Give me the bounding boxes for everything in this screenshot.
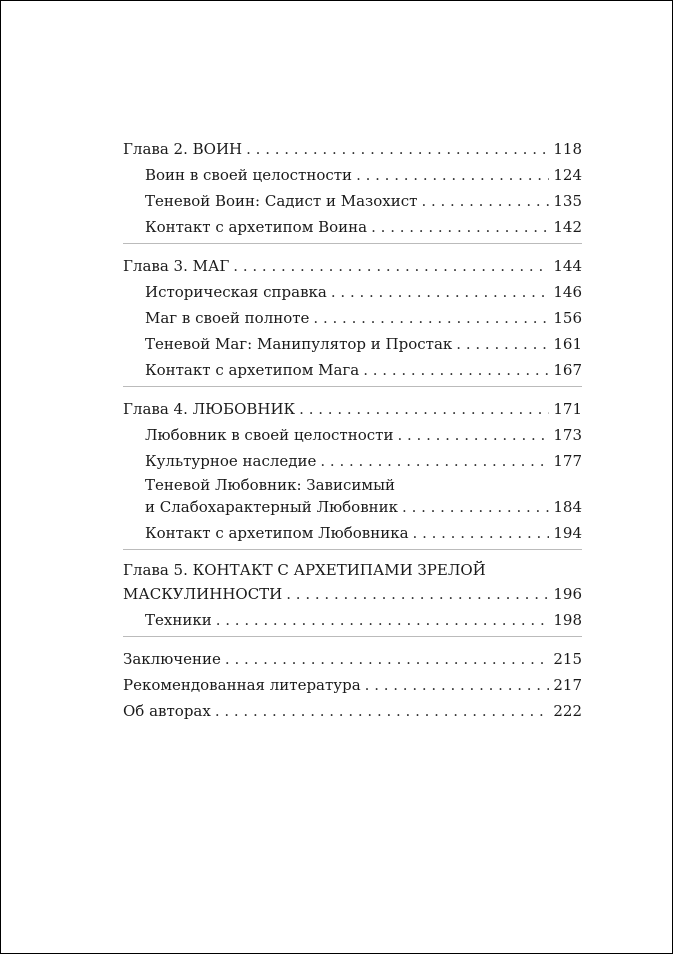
leader-dots <box>299 399 549 419</box>
leader-dots <box>397 425 549 445</box>
toc-entry-section-line2[interactable] <box>123 495 582 517</box>
toc-entry-section[interactable] <box>123 302 582 328</box>
leader-dots <box>402 497 549 517</box>
toc-entry-title: Теневой Воин: Садист и Мазохист <box>145 192 418 210</box>
toc-entry-title: Рекомендованная литература <box>123 676 361 694</box>
toc-entry-title: Контакт с архетипом Мага <box>145 361 360 379</box>
toc-entry-title: Теневой Любовник: Зависимый <box>145 476 396 494</box>
toc-entry-section[interactable] <box>123 604 582 630</box>
toc-entry-literature[interactable] <box>123 669 582 695</box>
leader-dots <box>421 191 549 211</box>
toc-entry-section[interactable] <box>123 354 582 380</box>
divider <box>123 636 582 637</box>
leader-dots <box>216 610 550 630</box>
toc-entry-page: 215 <box>553 650 582 668</box>
toc-chapter-2 <box>123 133 582 237</box>
toc-entry-title: Глава 5. КОНТАКТ С АРХЕТИПАМИ ЗРЕЛОЙ <box>123 561 486 579</box>
toc-entry-page: 194 <box>553 524 582 542</box>
toc-entry-conclusion[interactable] <box>123 643 582 669</box>
toc-entry-section[interactable] <box>123 517 582 543</box>
toc-entry-title: Техники <box>145 611 212 629</box>
toc-entry-title: Культурное наследие <box>145 452 317 470</box>
toc-entry-page: 196 <box>553 585 582 603</box>
toc-entry-title: Глава 2. ВОИН <box>123 140 243 158</box>
toc-entry-chapter-line2[interactable] <box>123 580 582 604</box>
toc-entry-page: 184 <box>553 498 582 516</box>
leader-dots <box>215 701 550 721</box>
leader-dots <box>286 584 549 604</box>
toc-entry-authors[interactable] <box>123 695 582 721</box>
toc-entry-page: 142 <box>553 218 582 236</box>
toc-entry-page: 161 <box>553 335 582 353</box>
toc-entry-page: 135 <box>553 192 582 210</box>
toc-chapter-5 <box>123 556 582 630</box>
divider <box>123 243 582 244</box>
toc-entry-title: Воин в своей целостности <box>145 166 353 184</box>
toc-entry-section[interactable] <box>123 419 582 445</box>
toc-entry-section[interactable] <box>123 276 582 302</box>
toc-entry-section-line1[interactable] <box>123 471 582 495</box>
toc-back-matter <box>123 643 582 721</box>
toc-chapter-3 <box>123 250 582 380</box>
toc-entry-page: 171 <box>553 400 582 418</box>
toc-entry-title: МАСКУЛИННОСТИ <box>123 585 283 603</box>
toc-entry-section[interactable] <box>123 211 582 237</box>
toc-entry-section[interactable] <box>123 445 582 471</box>
leader-dots <box>233 256 549 276</box>
toc-entry-chapter[interactable] <box>123 250 582 276</box>
leader-dots <box>456 334 549 354</box>
toc-chapter-4 <box>123 393 582 543</box>
leader-dots <box>365 675 550 695</box>
toc-entry-page: 156 <box>553 309 582 327</box>
divider <box>123 549 582 550</box>
toc-entry-chapter[interactable] <box>123 393 582 419</box>
toc-entry-page: 217 <box>553 676 582 694</box>
leader-dots <box>246 139 549 159</box>
leader-dots <box>313 308 549 328</box>
toc-entry-page: 144 <box>553 257 582 275</box>
toc-entry-title: Историческая справка <box>145 283 327 301</box>
toc-entry-title: Контакт с архетипом Любовника <box>145 524 409 542</box>
leader-dots <box>320 451 549 471</box>
toc-entry-title: Заключение <box>123 650 221 668</box>
table-of-contents <box>123 133 582 727</box>
leader-dots <box>331 282 549 302</box>
toc-entry-section[interactable] <box>123 328 582 354</box>
toc-entry-title: Об авторах <box>123 702 211 720</box>
leader-dots <box>371 217 549 237</box>
toc-entry-page: 124 <box>553 166 582 184</box>
toc-entry-chapter[interactable] <box>123 133 582 159</box>
toc-entry-page: 146 <box>553 283 582 301</box>
toc-entry-page: 167 <box>553 361 582 379</box>
leader-dots <box>413 523 550 543</box>
toc-entry-page: 222 <box>553 702 582 720</box>
toc-entry-chapter-line1[interactable] <box>123 556 582 580</box>
divider <box>123 386 582 387</box>
toc-entry-page: 198 <box>553 611 582 629</box>
leader-dots <box>225 649 549 669</box>
toc-entry-section[interactable] <box>123 159 582 185</box>
toc-entry-title: Глава 3. МАГ <box>123 257 230 275</box>
toc-entry-title: Маг в своей полноте <box>145 309 310 327</box>
toc-entry-title: Теневой Маг: Манипулятор и Простак <box>145 335 453 353</box>
toc-entry-page: 118 <box>553 140 582 158</box>
leader-dots <box>356 165 549 185</box>
toc-entry-title: Контакт с архетипом Воина <box>145 218 368 236</box>
toc-entry-section[interactable] <box>123 185 582 211</box>
toc-entry-page: 177 <box>553 452 582 470</box>
toc-entry-page: 173 <box>553 426 582 444</box>
toc-entry-title: Глава 4. ЛЮБОВНИК <box>123 400 296 418</box>
toc-entry-title: и Слабохарактерный Любовник <box>145 498 399 516</box>
leader-dots <box>363 360 549 380</box>
toc-entry-title: Любовник в своей целостности <box>145 426 394 444</box>
